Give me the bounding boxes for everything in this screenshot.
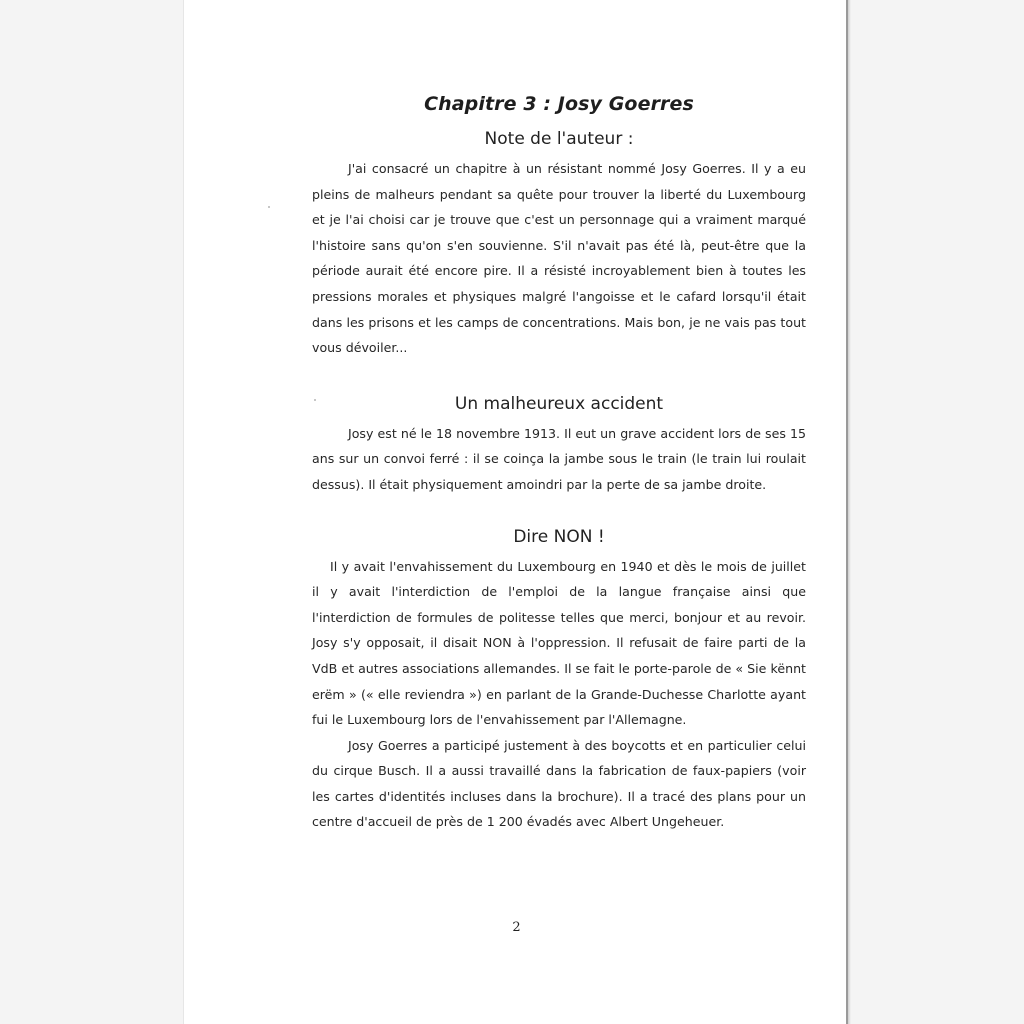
paper-edge-shadow bbox=[848, 0, 851, 1024]
page-number: 2 bbox=[512, 920, 521, 935]
paragraph-accident: Josy est né le 18 novembre 1913. Il eut un grave accident lors de ses 15 ans sur un convoi ferré : il se coinça la jambe sous le train (le train lui roulait dessus). Il était physiquement amoindri par la perte de sa jambe droite. bbox=[312, 425, 806, 492]
paper-sheet bbox=[183, 0, 848, 1024]
paragraph-dire-non-2: Josy Goerres a participé justement à des boycotts et en particulier celui du cirque Busch. Il a aussi travaillé dans la fabrication de faux-papiers (voir les cartes d'identités incluses dans la brochure). Il a tracé des plans pour un centre d'accueil de près de 1 200 évadés avec Albert Ungeheuer. bbox=[312, 737, 806, 830]
section-heading-accident: Un malheureux accident bbox=[454, 393, 664, 414]
paragraph-dire-non-1: Il y avait l'envahissement du Luxembourg en 1940 et dès le mois de juillet il y avait l'interdiction de l'emploi de la langue française ainsi que l'interdiction de formules de politesse telles que merci, bonjour et au revoir. Josy s'y opposait, il disait NON à l'oppression. Il refusait de faire parti de la VdB et autres associations allemandes. Il se fait le porte-parole de « Sie kënnt erëm » (« elle reviendra ») en parlant de la Grande-Duchesse Charlotte ayant fui le Luxembourg lors de l'envahissement par l'Allemagne. bbox=[312, 558, 806, 728]
section-spacer bbox=[312, 361, 806, 387]
chapter-title: Chapitre 3 : Josy Goerres bbox=[424, 93, 694, 115]
section-heading-author-note: Note de l'auteur : bbox=[484, 129, 634, 149]
scan-speck bbox=[268, 206, 270, 208]
section-spacer bbox=[312, 498, 806, 520]
section-heading-dire-non: Dire NON ! bbox=[513, 526, 605, 547]
paragraph-author-note: J'ai consacré un chapitre à un résistant nommé Josy Goerres. Il y a eu pleins de malheurs pendant sa quête pour trouver la liberté du Luxembourg et je l'ai choisi car je trouve que c'est un personnage qui a vraiment marqué l'histoire sans qu'on s'en souvienne. S'il n'avait pas été là, peut-être que la période aurait été encore pire. Il a résisté incroyablement bien à toutes les pressions morales et physiques malgré l'angoisse et le cafard lorsqu'il était dans les prisons et les camps de concentrations. Mais bon, je ne vais pas tout vous dévoiler... bbox=[312, 161, 806, 356]
page-content bbox=[312, 86, 806, 835]
